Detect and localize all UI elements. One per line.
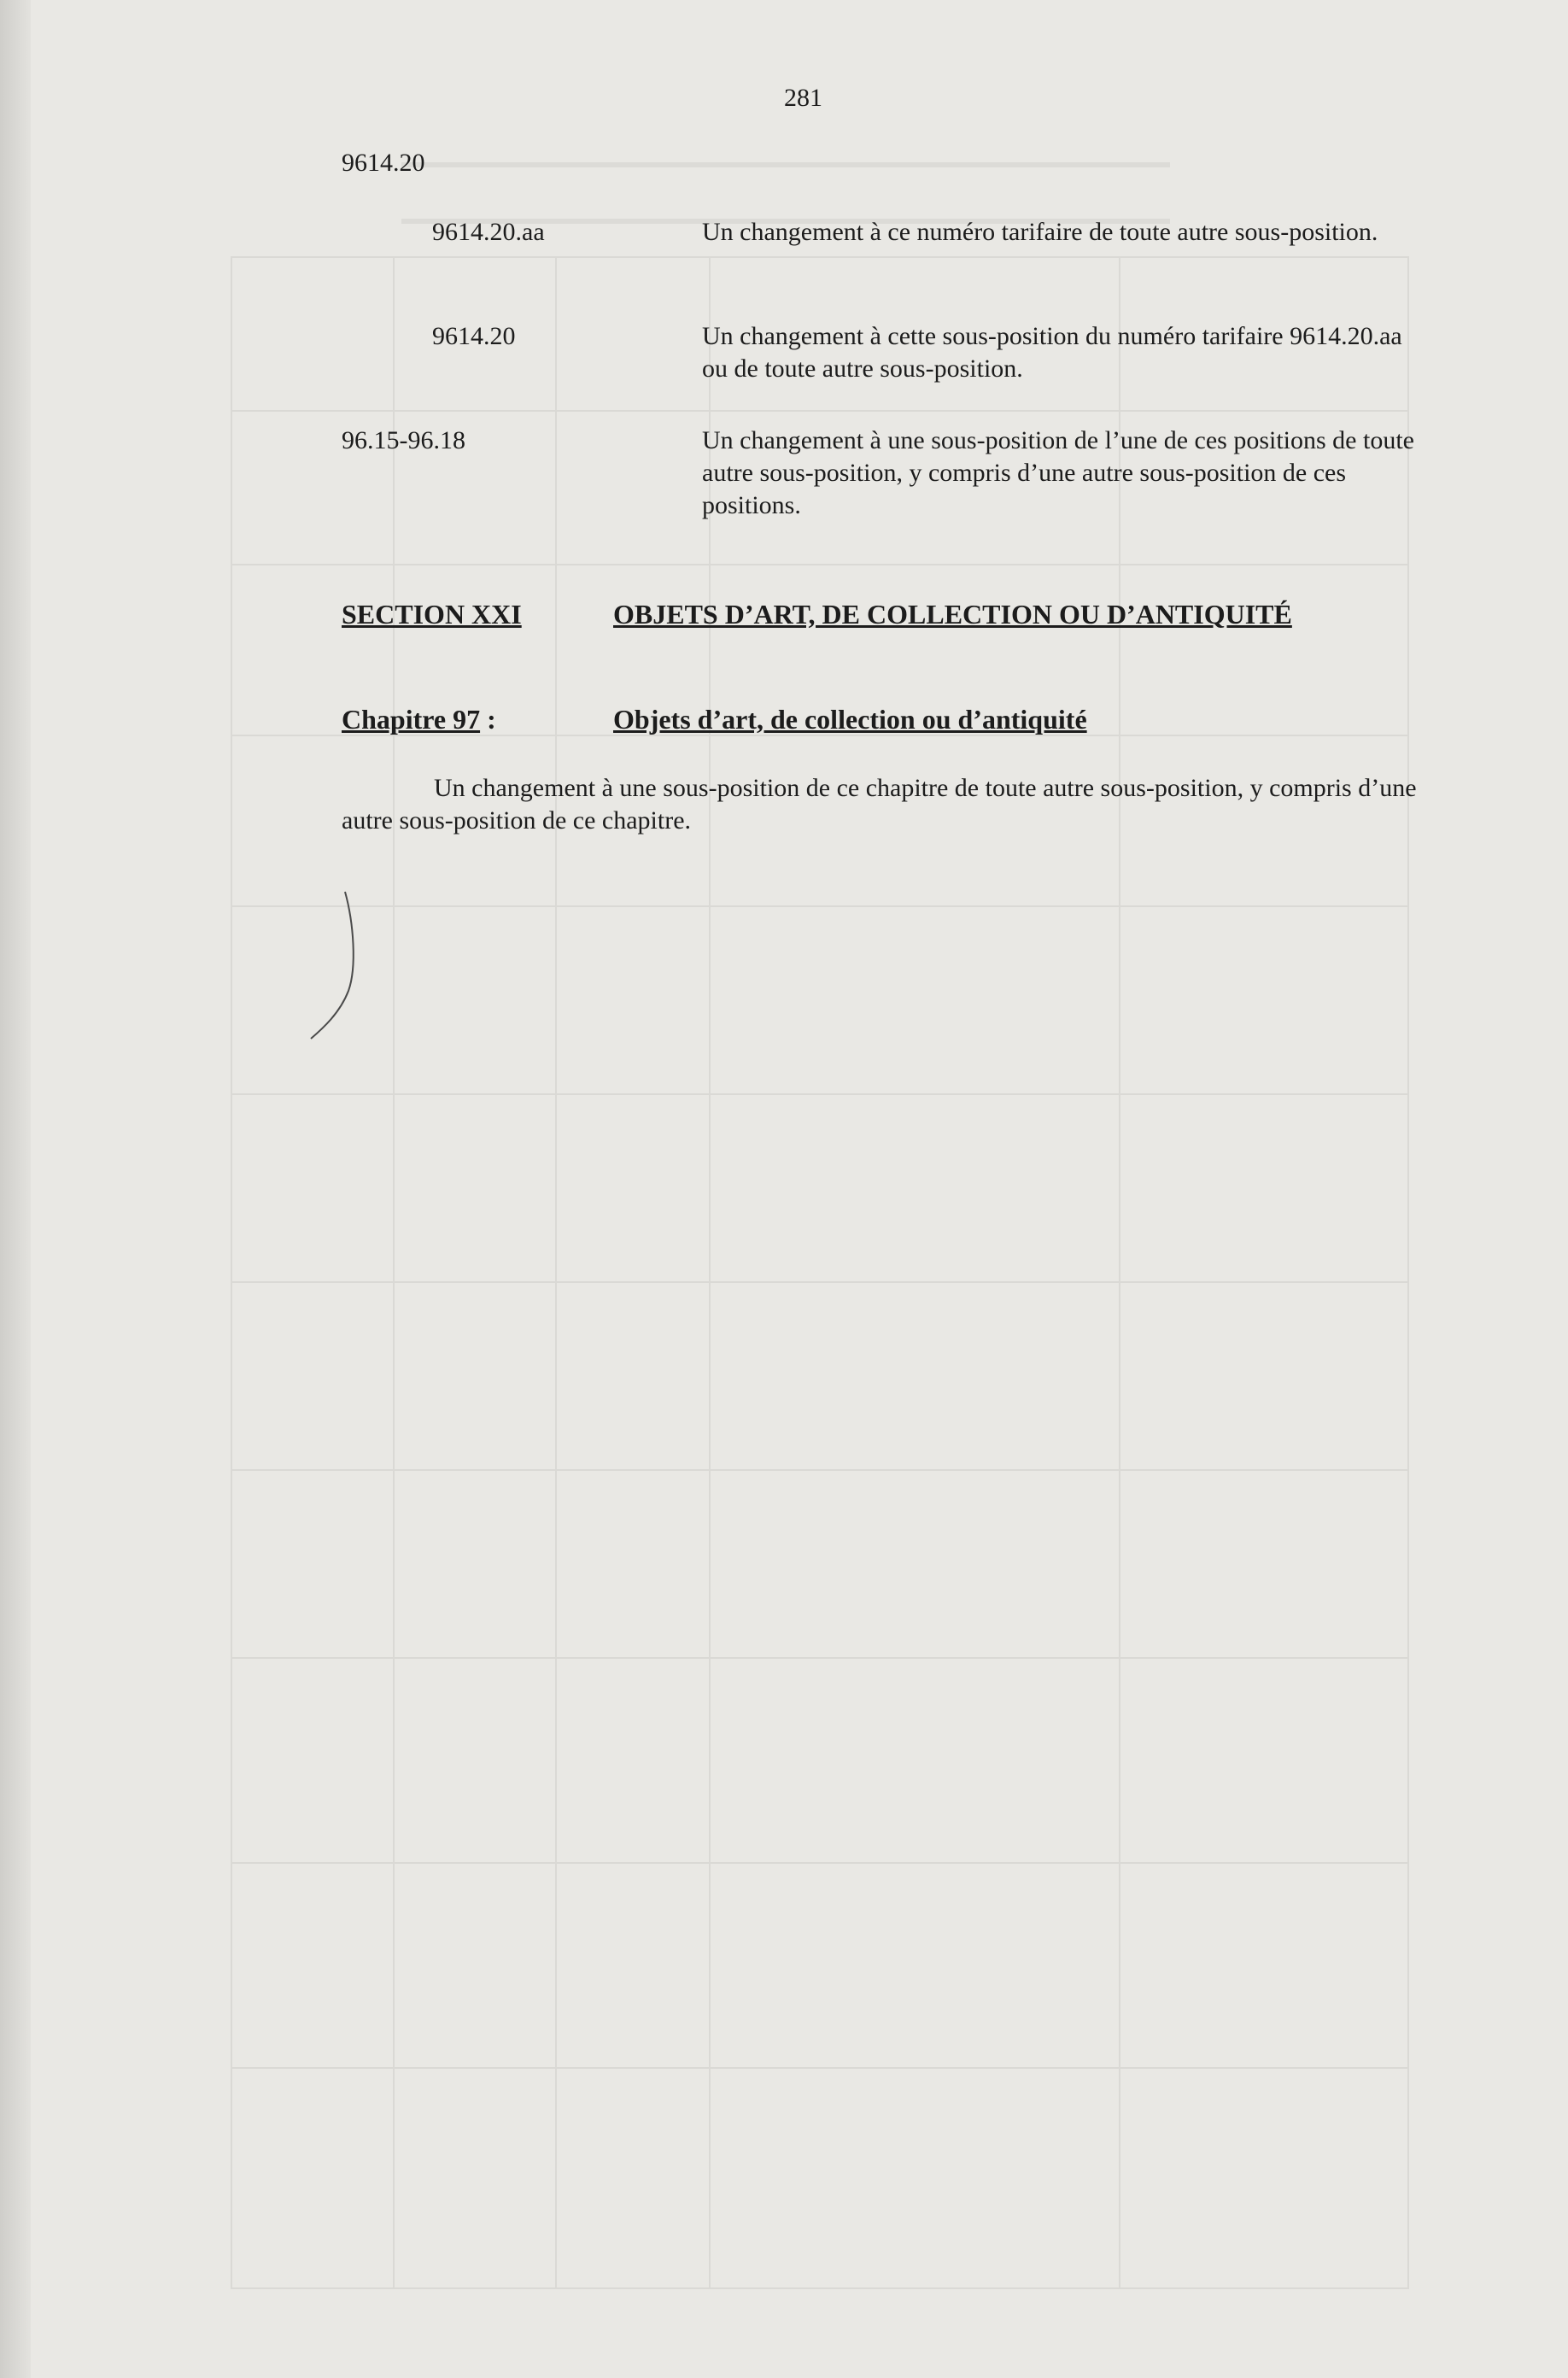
rule-code: 9614.20.aa — [432, 218, 545, 246]
rule-code: 9614.20 — [432, 322, 516, 350]
page-number: 281 — [784, 84, 822, 112]
rule-text: Un changement à cette sous-position du numéro tarifaire 9614.20.aa ou de toute autre sous-position. — [702, 322, 1402, 383]
bleed-header — [401, 162, 1170, 224]
pen-stroke-mark — [307, 888, 367, 1042]
chapter-label-separator: : — [480, 704, 496, 735]
section-title: OBJETS D’ART, DE COLLECTION OU D’ANTIQUITÉ — [613, 599, 1292, 630]
heading-code: 9614.20 — [342, 149, 425, 177]
chapter-title: Objets d’art, de collection ou d’antiquité — [613, 704, 1087, 735]
chapter-rule-text: Un changement à une sous-position de ce chapitre de toute autre sous-position, y compris d’une autre sous-position de ce chapitre. — [342, 774, 1417, 835]
rule-text: Un changement à ce numéro tarifaire de toute autre sous-position. — [702, 218, 1378, 246]
chapter-label-text: Chapitre 97 — [342, 704, 481, 735]
rule-text: Un changement à une sous-position de l’une de ces positions de toute autre sous-position, y compris d’une autre sous-position de ces positions. — [702, 426, 1414, 519]
rule-code: 96.15-96.18 — [342, 426, 465, 454]
scan-edge — [0, 0, 31, 2378]
reverse-side-bleed-through — [231, 256, 1409, 2289]
section-label: SECTION XXI — [342, 599, 522, 630]
chapter-label — [342, 703, 496, 735]
